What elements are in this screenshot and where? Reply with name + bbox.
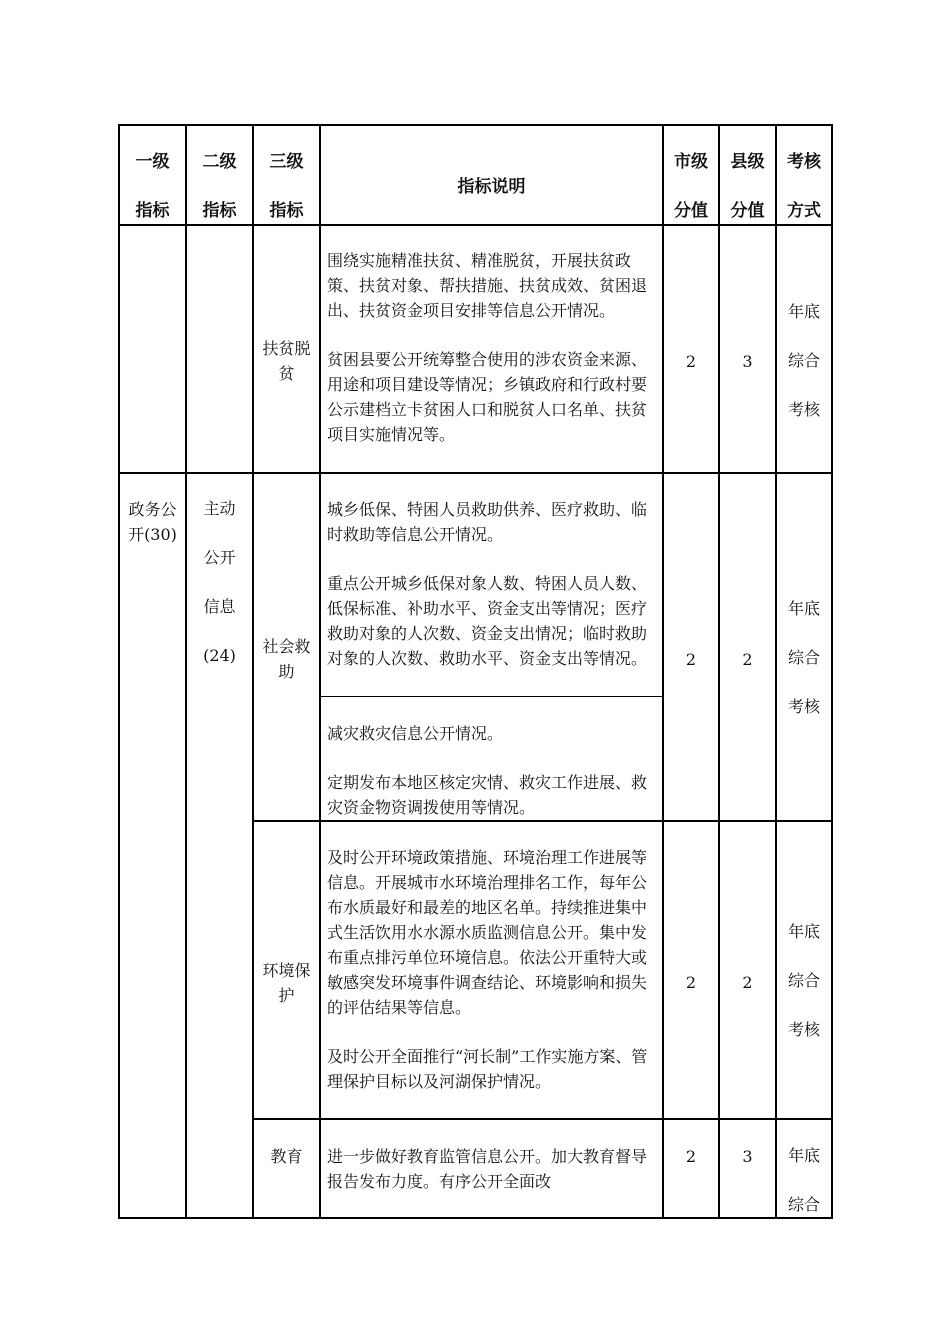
row2-method: [777, 597, 831, 744]
row4-city-score: 2: [685, 1147, 697, 1166]
header-city-line1: 市级: [674, 152, 708, 172]
row3-county-score: 2: [742, 973, 753, 992]
header-level2-line2: 指标: [202, 201, 237, 221]
row1-method-line2: 综合: [787, 351, 820, 370]
row1-level3-line2: 贫: [278, 364, 295, 383]
header-assessment-method: [777, 150, 831, 223]
row3-method-line2: 综合: [787, 971, 820, 990]
row2-method-line1: 年底: [787, 599, 820, 618]
row4-county-score: 3: [742, 1147, 753, 1166]
table-border-left: [118, 124, 120, 1219]
row4-method-line1: 年底: [787, 1146, 820, 1165]
row1-level3-line1: 扶贫脱: [262, 339, 311, 358]
table-border-right: [831, 124, 833, 1219]
level1-line2: 开(30): [128, 525, 177, 544]
row4-level3-line1: 教育: [270, 1147, 303, 1166]
row2-description-a: [327, 497, 657, 671]
row1-description: [327, 248, 657, 447]
row1-para2: 贫困县要公开统筹整合使用的涉农资金来源、用途和项目建设等情况；乡镇政府和行政村要公示建档立卡贫困人口和脱贫人口名单、扶贫项目实施情况等。: [327, 350, 648, 444]
row3-para1: 及时公开环境政策措施、环境治理工作进展等信息。开展城市水环境治理排名工作，每年公布水质最好和最差的地区名单。持续推进集中式生活饮用水水源水质监测信息公开。集中发布重点排污单位环境信息。依法公开重特大或敏感突发环境事件调查结论、环境影响和损失的评估结果等信息。: [327, 848, 648, 1017]
row1-method-line3: 考核: [787, 400, 820, 419]
header-county-line2: 分值: [730, 201, 765, 221]
level2-line3: 信息: [203, 597, 236, 616]
row2-level3: [254, 634, 319, 684]
row3-description: [327, 845, 657, 1094]
row2-para3: 减灾救灾信息公开情况。: [327, 724, 504, 743]
header-county-line1: 县级: [730, 152, 765, 172]
row2-level3-line1: 社会救: [262, 637, 311, 656]
table-divider-3: [319, 124, 321, 1219]
row3-method-line3: 考核: [787, 1020, 820, 1039]
header-level2: [187, 150, 252, 223]
level1-line1: 政务公: [128, 500, 177, 519]
header-method-line2: 方式: [787, 201, 821, 221]
header-level3: [254, 150, 319, 223]
row4-description: [327, 1144, 657, 1194]
row1-bottom-line: [118, 472, 833, 474]
header-level1-line2: 指标: [135, 201, 170, 221]
level2-line1: 主动: [203, 499, 236, 518]
row1-method: [777, 300, 831, 447]
row4-para1: 进一步做好教育监管信息公开。加大教育督导报告发布力度。有序公开全面改: [327, 1147, 648, 1191]
header-level1: [120, 150, 185, 223]
row4-level3: [254, 1144, 319, 1169]
row2-split-line: [320, 696, 663, 697]
level2-line4: (24): [203, 646, 236, 665]
row2-city-score: 2: [685, 650, 697, 669]
row2-method-line3: 考核: [787, 697, 820, 716]
row3-level3-line2: 护: [278, 986, 295, 1005]
row1-county-score: 3: [742, 352, 753, 371]
header-level1-line1: 一级: [135, 152, 170, 172]
row1-method-line1: 年底: [787, 302, 820, 321]
header-level3-line2: 指标: [269, 201, 304, 221]
row2-method-line2: 综合: [787, 648, 820, 667]
header-city-line2: 分值: [674, 201, 708, 221]
row2-para4: 定期发布本地区核定灾情、救灾工作进展、救灾资金物资调拨使用等情况。: [327, 773, 648, 817]
header-method-line1: 考核: [787, 152, 821, 172]
level2-line2: 公开: [203, 548, 236, 567]
row3-method-line1: 年底: [787, 922, 820, 941]
row3-bottom-line: [252, 1118, 833, 1120]
table-border-top: [118, 124, 833, 126]
row1-city-score: 2: [685, 352, 697, 371]
row2-para1: 城乡低保、特困人员救助供养、医疗救助、临时救助等信息公开情况。: [327, 500, 648, 544]
row3-para2: 及时公开全面推行“河长制”工作实施方案、管理保护目标以及河湖保护情况。: [327, 1047, 648, 1091]
row4-method: [777, 1144, 831, 1242]
row2-description-b: [327, 721, 657, 820]
row3-level3-line1: 环境保: [262, 961, 311, 980]
row3-city-score: 2: [685, 973, 697, 992]
level1-cell: [120, 497, 185, 547]
row3-level3: [254, 958, 319, 1008]
row4-method-line2: 综合: [787, 1195, 820, 1214]
header-level2-line1: 二级: [202, 152, 237, 172]
level2-cell: [187, 497, 252, 693]
table-border-bottom: [118, 1217, 833, 1219]
header-bottom-line: [118, 224, 833, 226]
header-county-score: [720, 150, 775, 223]
header-description: 指标说明: [457, 177, 526, 197]
row1-para1: 围绕实施精准扶贫、精准脱贫，开展扶贫政策、扶贫对象、帮扶措施、扶贫成效、贫困退出、扶贫资金项目安排等信息公开情况。: [327, 251, 648, 320]
row1-level3: [254, 336, 319, 386]
row2-para2: 重点公开城乡低保对象人数、特困人员人数、低保标准、补助水平、资金支出等情况；医疗救助对象的人次数、资金支出情况；临时救助对象的人次数、救助水平、资金支出等情况。: [327, 574, 648, 668]
header-level3-line1: 三级: [269, 152, 304, 172]
row3-method: [777, 920, 831, 1067]
row2-level3-line2: 助: [278, 662, 295, 681]
row2-bottom-line: [252, 820, 833, 822]
header-city-score: [664, 150, 718, 223]
row2-county-score: 2: [742, 650, 753, 669]
